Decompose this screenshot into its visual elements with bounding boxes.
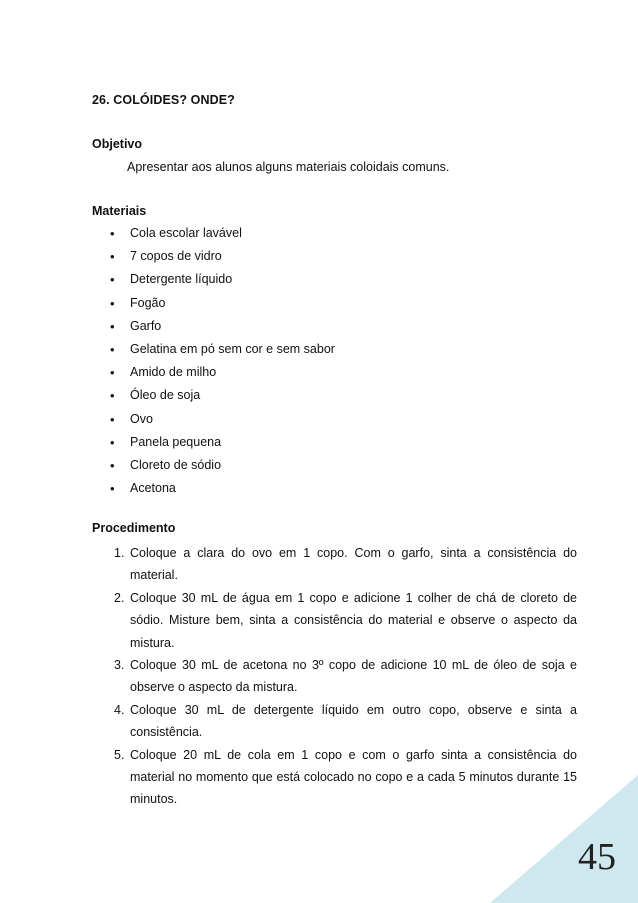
material-label: Fogão (130, 295, 166, 310)
bullet-icon: • (110, 226, 115, 241)
material-item (0, 361, 335, 384)
bullet-icon: • (110, 295, 115, 311)
bullet-icon: • (110, 249, 115, 265)
material-label: 7 copos de vidro (130, 249, 222, 264)
procedure-step (0, 542, 577, 587)
bullet-icon: • (110, 272, 115, 288)
procedure-step (0, 699, 577, 744)
material-label: Óleo de soja (130, 388, 201, 403)
material-label: Detergente líquido (130, 272, 233, 287)
step-number: 4. (114, 702, 125, 717)
material-label: Gelatina em pó sem cor e sem sabor (130, 341, 335, 356)
step-number: 2. (114, 590, 125, 605)
procedure-step (0, 587, 577, 654)
bullet-icon: • (110, 457, 115, 473)
material-item (0, 245, 335, 268)
step-number: 3. (114, 658, 125, 673)
materials-heading: Materiais (92, 204, 147, 218)
material-label: Panela pequena (130, 434, 222, 449)
material-item (0, 408, 335, 431)
material-item (0, 338, 335, 361)
bullet-icon: • (110, 365, 115, 381)
material-label: Acetona (130, 481, 176, 496)
objective-heading: Objetivo (92, 137, 143, 151)
step-text: Coloque 30 mL de detergente líquido em outro copo, observe e sinta a consistência. (130, 702, 577, 740)
bullet-icon: • (110, 434, 115, 450)
material-item (0, 268, 335, 291)
material-item (0, 222, 335, 245)
procedure-steps (0, 542, 638, 811)
step-text: Coloque a clara do ovo em 1 copo. Com o garfo, sinta a consistência do material. (130, 546, 577, 583)
bullet-icon: • (110, 318, 115, 334)
step-text: Coloque 20 mL de cola em 1 copo e com o garfo sinta a consistência do material no momento que está colocado no copo e a cada 5 minutos durante 15 minutos. (130, 747, 577, 807)
document-title: 26. COLÓIDES? ONDE? (92, 93, 235, 107)
objective-text: Apresentar aos alunos alguns materiais coloidais comuns. (127, 160, 450, 174)
procedure-heading: Procedimento (92, 521, 176, 535)
page-number: 45 (578, 836, 616, 878)
procedure-step (0, 654, 577, 699)
material-label: Amido de milho (130, 365, 217, 380)
materials-list (0, 222, 335, 500)
material-item (0, 315, 335, 338)
bullet-icon: • (110, 411, 115, 427)
material-item (0, 454, 335, 477)
material-item (0, 477, 335, 500)
material-label: Cloreto de sódio (130, 457, 222, 472)
step-text: Coloque 30 mL de água em 1 copo e adicione 1 colher de chá de cloreto de sódio. Misture bem, sinta a consistência do material e observe o aspecto da mistura. (130, 590, 577, 650)
bullet-icon: • (110, 341, 115, 357)
step-number: 5. (114, 747, 125, 762)
material-label: Cola escolar lavável (130, 226, 242, 240)
material-label: Garfo (130, 318, 162, 333)
material-item (0, 292, 335, 315)
material-item (0, 431, 335, 454)
step-number: 1. (114, 546, 125, 560)
step-text: Coloque 30 mL de acetona no 3º copo de adicione 10 mL de óleo de soja e observe o aspecto da mistura. (130, 658, 577, 695)
material-label: Ovo (130, 411, 153, 426)
bullet-icon: • (110, 388, 115, 404)
material-item (0, 384, 335, 407)
bullet-icon: • (110, 481, 115, 497)
